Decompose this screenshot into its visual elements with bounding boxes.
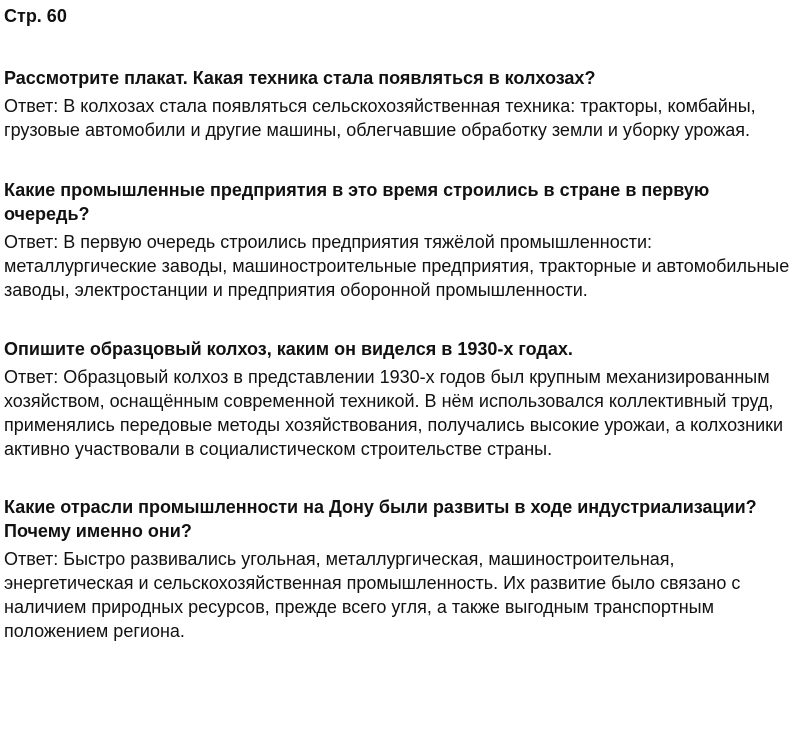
question-heading: Какие отрасли промышленности на Дону были развиты в ходе индустриализации? Почему именно они? — [4, 497, 757, 541]
qa-block — [4, 337, 800, 461]
qa-block — [4, 66, 800, 142]
answer-text: Ответ: В колхозах стала появляться сельскохозяйственная техника: тракторы, комбайны, грузовые автомобили и другие машины, облегчавшие обработку земли и уборку урожая. — [4, 96, 756, 140]
question-heading: Рассмотрите плакат. Какая техника стала появляться в колхозах? — [4, 68, 596, 88]
qa-block — [4, 178, 800, 302]
answer-text: Ответ: В первую очередь строились предприятия тяжёлой промышленности: металлургические заводы, машиностроительные предприятия, тракторные и автомобильные заводы, электростанции и предприятия оборонной промышленности. — [4, 232, 790, 300]
answer-text: Ответ: Образцовый колхоз в представлении 1930-х годов был крупным механизированным хозяйством, оснащённым современной техникой. В нём использовался коллективный труд, применялись передовые методы хозяйствования, получались высокие урожаи, а колхозники активно участвовали в социалистическом строительстве страны. — [4, 367, 784, 459]
question-heading: Какие промышленные предприятия в это время строились в стране в первую очередь? — [4, 180, 710, 224]
question-heading: Опишите образцовый колхоз, каким он виделся в 1930-х годах. — [4, 339, 573, 359]
page-number: Стр. 60 — [4, 6, 67, 26]
qa-block — [4, 495, 800, 643]
answer-text: Ответ: Быстро развивались угольная, металлургическая, машиностроительная, энергетическая и сельскохозяйственная промышленность. Их развитие было связано с наличием природных ресурсов, прежде всего угля, а также выгодным транспортным положением региона. — [4, 549, 741, 641]
